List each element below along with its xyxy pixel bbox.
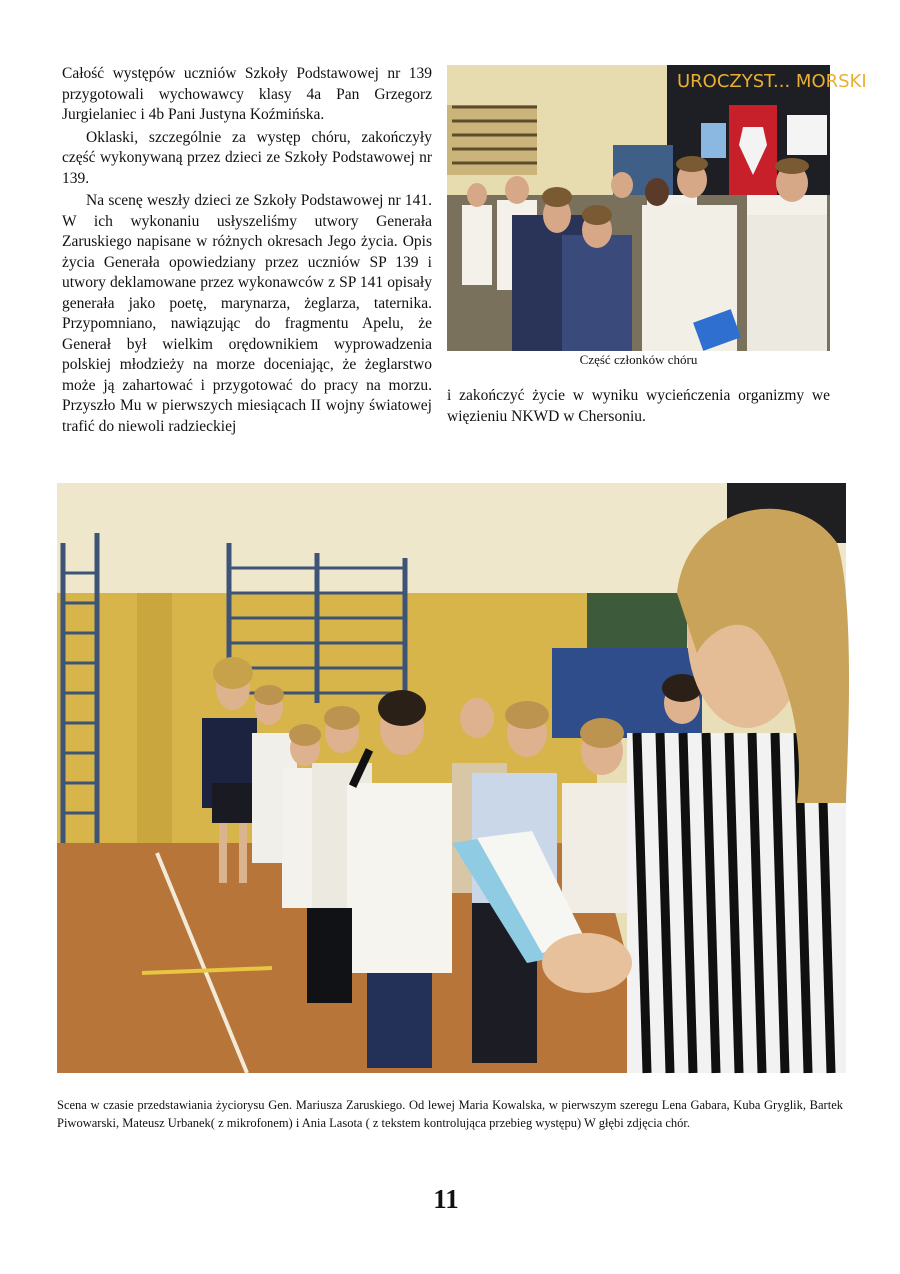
choir-photo xyxy=(447,65,867,351)
paragraph-3: Na scenę weszły dzieci ze Szkoły Podstawowej nr 141. W ich wykonaniu usłyszeliśmy utwory Generała Zaruskiego napisane w różnych okresach Jego życia. Opis życia Generała opowiedziany przez uczniów SP 139 i utwory deklamowane przez wykonawców z SP 141 opisały generała jako poetę, marynarza, żeglarza, taternika. Przypomniano, nawiązując do fragmentu Apelu, że Generał był wielkim orędownikiem wyprowadzenia polskiej młodzieży na morze doceniając, że żeglarstwo może ją zahartować i przygotować do pracy na morzu. Przyszło Mu w pierwszych miesiącach II wojny światowej trafić do niewoli radzieckiej xyxy=(62,192,432,435)
paragraph-2: Oklaski, szczególnie za występ chóru, zakończyły część wykonywaną przez dzieci ze Szkoły Podstawowej nr 139. xyxy=(62,128,432,187)
choir-photo-caption: Część członków chóru xyxy=(579,352,698,367)
paragraph-continuation: i zakończyć życie w wyniku wycieńczenia organizmy we więzieniu NKWD w Chersoniu. xyxy=(447,387,830,425)
page-number: 11 xyxy=(433,1184,459,1214)
paragraph-1: Całość występów uczniów Szkoły Podstawowej nr 139 przygotowali wychowawcy klasy 4a Pan Grzegorz Jurgielaniec i 4b Pani Justyna Koźmińska. xyxy=(62,65,432,123)
right-text-column xyxy=(447,386,830,427)
choir-photo-image xyxy=(447,65,867,351)
scene-photo-caption: Scena w czasie przedstawiania życiorysu Gen. Mariusza Zaruskiego. Od lewej Maria Kowalska, w pierwszym szeregu Lena Gabara, Kuba Gryglik, Bartek Piwowarski, Mateusz Urbanek( z mikrofonem) i Ania Lasota ( z tekstem kontrolująca przebieg występu) W głębi zdjęcia chór. xyxy=(57,1098,843,1130)
scene-photo-image xyxy=(57,483,846,1073)
banner-text: UROCZYST... MORSKI xyxy=(677,71,867,92)
left-text-column xyxy=(62,64,432,437)
scene-photo xyxy=(57,483,846,1073)
